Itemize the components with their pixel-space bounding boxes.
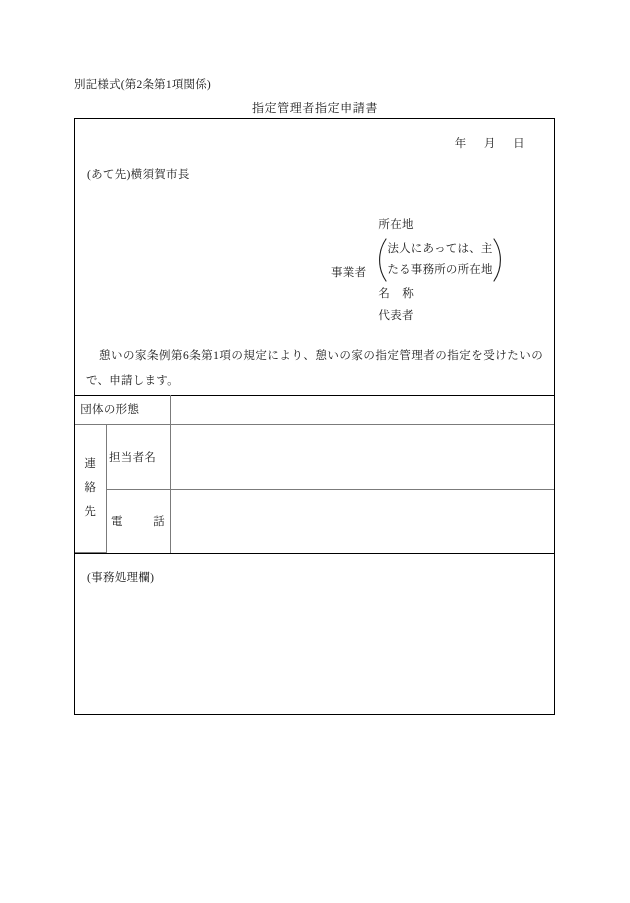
contact-label-char-1: 連 (84, 458, 97, 471)
office-use-label: (事務処理欄) (87, 572, 155, 584)
date-line (448, 135, 532, 151)
address-note-line-1: 法人にあっては、主 (387, 243, 493, 255)
left-tall-paren-icon (378, 238, 387, 282)
applicant-block (331, 215, 502, 328)
table-row-contact-person (75, 424, 554, 489)
contact-person-label-cell (106, 424, 170, 489)
date-month-label: 月 (483, 138, 496, 150)
date-day-label: 日 (513, 138, 525, 150)
document-title: 指定管理者指定申請書 (251, 101, 378, 115)
form-identifier: 別記様式(第2条第1項関係) (74, 79, 211, 91)
detail-table (75, 395, 554, 553)
applicant-name-label-row (378, 284, 501, 306)
organization-type-label: 団体の形態 (80, 404, 140, 417)
contact-label-cell (75, 424, 106, 552)
applicant-name-label-char2: 称 (402, 288, 415, 301)
applicant-address-note (378, 238, 501, 282)
body-paragraph (75, 344, 554, 394)
contact-label-char-3: 先 (84, 506, 97, 519)
contact-label-vertical (75, 452, 106, 524)
contact-label-char-2: 絡 (84, 482, 97, 495)
office-use-region[interactable] (75, 553, 554, 714)
table-row-telephone (75, 489, 554, 552)
contact-person-input[interactable] (170, 424, 554, 489)
right-tall-paren-icon (493, 238, 502, 282)
date-year-label: 年 (454, 138, 467, 150)
applicant-address-label: 所在地 (378, 219, 414, 232)
form-upper-region (75, 119, 554, 395)
addressee-line: (あて先)横須賀市長 (87, 169, 190, 181)
telephone-label (111, 513, 165, 529)
applicant-name-label-char1: 名 (378, 288, 391, 301)
applicant-representative-label: 代表者 (378, 310, 414, 323)
contact-person-label: 担当者名 (109, 451, 157, 464)
body-paragraph-text: 憩いの家条例第6条第1項の規定により、憩いの家の指定管理者の指定を受けたいので、申請します。 (86, 350, 543, 387)
organization-type-input[interactable] (170, 395, 554, 424)
applicant-address-note-text (387, 238, 492, 282)
telephone-label-char1: 電 (111, 516, 123, 529)
telephone-input[interactable] (170, 489, 554, 552)
telephone-label-char2: 話 (153, 516, 165, 529)
applicant-fields (378, 215, 501, 328)
telephone-label-cell (106, 489, 170, 552)
applicant-group-label: 事業者 (331, 266, 367, 279)
organization-type-label-cell (75, 395, 170, 424)
address-note-line-2: たる事務所の所在地 (387, 264, 493, 276)
form-outer-box (74, 118, 555, 715)
table-row-organization-type (75, 395, 554, 424)
